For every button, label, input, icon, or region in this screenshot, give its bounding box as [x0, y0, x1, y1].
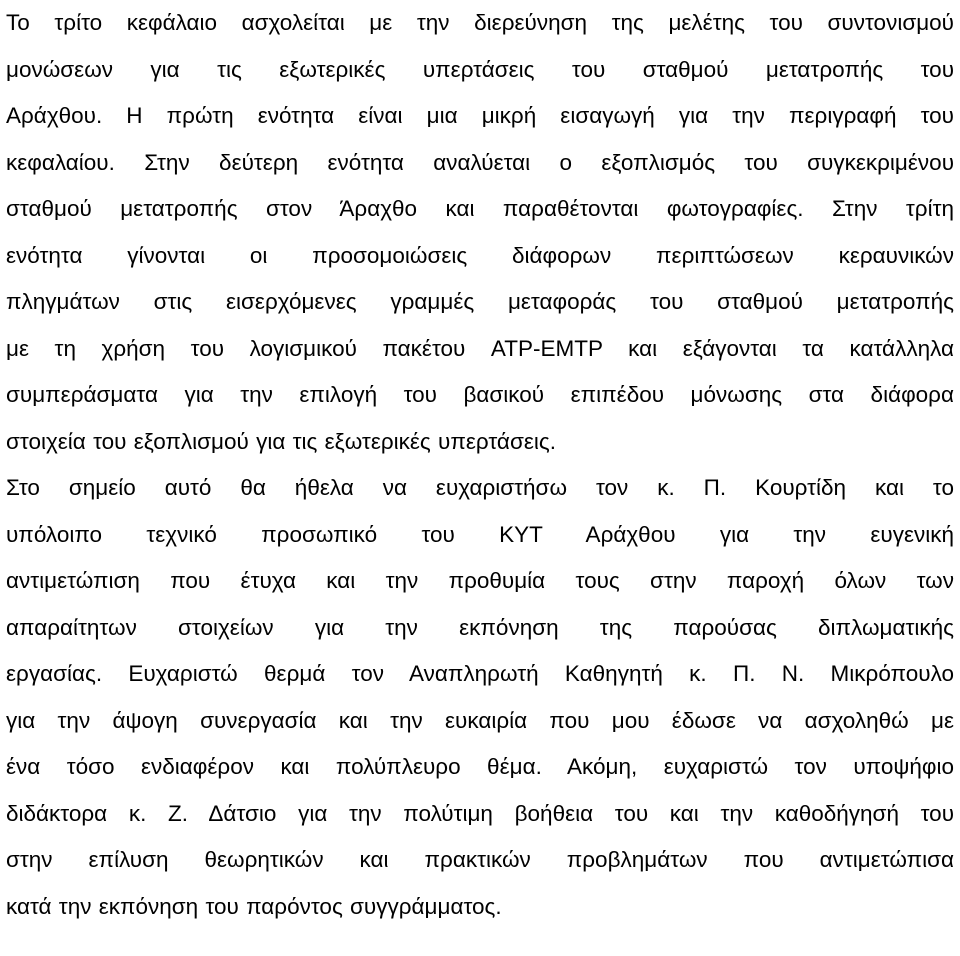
text-line: κατά την εκπόνηση του παρόντος συγγράμματος.: [6, 893, 502, 919]
text-line: με τη χρήση του λογισμικού πακέτου ATP-EMTP και εξάγονται τα κατάλληλα: [6, 335, 954, 361]
text-line: υπόλοιπο τεχνικό προσωπικό του ΚΥΤ Αράχθου για την ευγενική: [6, 521, 954, 547]
text-line: ένα τόσο ενδιαφέρον και πολύπλευρο θέμα. Ακόμη, ευχαριστώ τον υποψήφιο: [6, 754, 954, 779]
text-line: διδάκτορα κ. Ζ. Δάτσιο για την πολύτιμη βοήθεια του και την καθοδήγησή του: [6, 800, 954, 826]
text-line: ενότητα γίνονται οι προσομοιώσεις διάφορων περιπτώσεων κεραυνικών: [6, 242, 954, 268]
text-line: απαραίτητων στοιχείων για την εκπόνηση της παρούσας διπλωματικής: [6, 614, 954, 640]
document-page: [6, 0, 954, 930]
text-line: Το τρίτο κεφάλαιο ασχολείται με την διερεύνηση της μελέτης του συντονισμού: [6, 10, 954, 35]
paragraph-chapter-summary: [6, 0, 954, 465]
text-line: στην επίλυση θεωρητικών και πρακτικών προβλημάτων που αντιμετώπισα: [6, 847, 954, 872]
text-line: συμπεράσματα για την επιλογή του βασικού επιπέδου μόνωσης στα διάφορα: [6, 382, 954, 407]
text-line: Αράχθου. Η πρώτη ενότητα είναι μια μικρή εισαγωγή για την περιγραφή του: [6, 103, 954, 128]
text-line: στοιχεία του εξοπλισμού για τις εξωτερικές υπερτάσεις.: [6, 428, 556, 454]
text-line: μονώσεων για τις εξωτερικές υπερτάσεις του σταθμού μετατροπής του: [6, 56, 954, 82]
text-line: πληγμάτων στις εισερχόμενες γραμμές μεταφοράς του σταθμού μετατροπής: [6, 289, 954, 314]
paragraph-acknowledgements: [6, 465, 954, 930]
text-line: εργασίας. Ευχαριστώ θερμά τον Αναπληρωτή Καθηγητή κ. Π. Ν. Μικρόπουλο: [6, 661, 954, 686]
text-line: αντιμετώπιση που έτυχα και την προθυμία τους στην παροχή όλων των: [6, 568, 954, 593]
text-line: κεφαλαίου. Στην δεύτερη ενότητα αναλύεται ο εξοπλισμός του συγκεκριμένου: [6, 149, 954, 175]
text-line: σταθμού μετατροπής στον Άραχθο και παραθέτονται φωτογραφίες. Στην τρίτη: [6, 196, 954, 221]
text-line: Στο σημείο αυτό θα ήθελα να ευχαριστήσω τον κ. Π. Κουρτίδη και το: [6, 475, 954, 500]
text-line: για την άψογη συνεργασία και την ευκαιρία που μου έδωσε να ασχοληθώ με: [6, 707, 954, 733]
